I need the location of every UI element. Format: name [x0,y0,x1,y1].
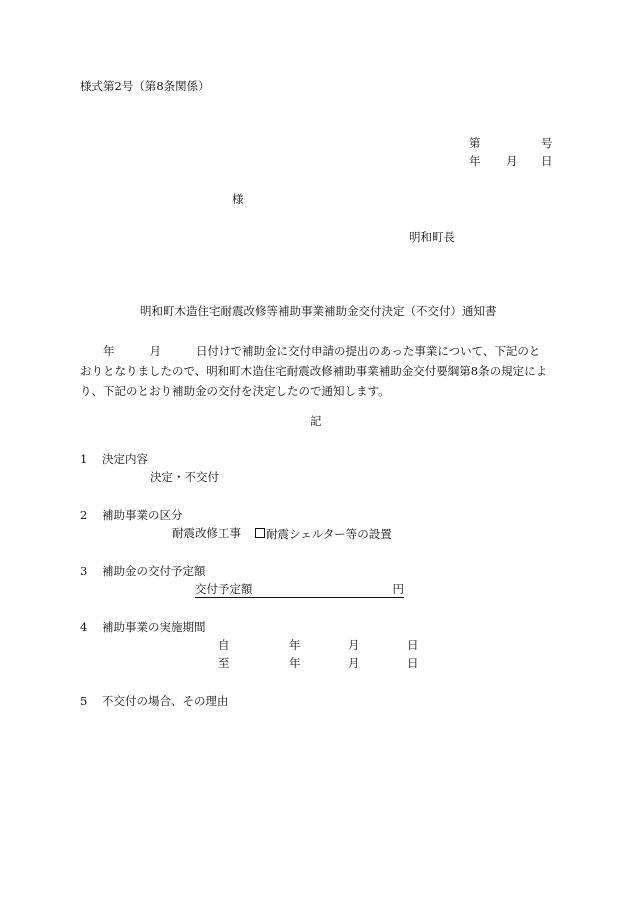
item1-label: 決定内容 [102,452,148,466]
item1-number: 1 [80,452,88,466]
checkbox-icon [255,528,265,538]
item3-amount-line [195,584,404,598]
document-number-go: 号 [541,136,553,150]
item4-from-day: 日 [407,638,419,652]
addressee-sama: 様 [232,192,244,206]
item2-option-2-label: 耐震シェルター等の設置 [266,527,392,541]
item4-to: 至 [218,656,230,670]
item3-label: 補助金の交付予定額 [102,564,206,578]
issuer-name: 明和町長 [409,230,455,244]
item2-option-1: 耐震改修工事 [172,526,241,540]
item2-number: 2 [80,508,88,522]
item2-option-2 [255,528,392,541]
item5-label: 不交付の場合、その理由 [102,694,229,708]
item5-number: 5 [80,694,88,708]
item4-to-year: 年 [289,656,301,670]
item3-amount-label: 交付予定額 [195,582,253,596]
item4-to-month: 月 [348,656,360,670]
body-year: 年 [103,344,115,358]
body-line-2: おりとなりましたので、明和町木造住宅耐震改修補助事業補助金交付要綱第8条の規定によ [80,364,548,378]
item4-to-day: 日 [407,656,419,670]
issue-date-month: 月 [506,154,518,168]
item4-from-year: 年 [289,638,301,652]
item2-label: 補助事業の区分 [102,508,183,522]
item4-from-month: 月 [348,638,360,652]
document-number-dai: 第 [469,136,481,150]
form-number-label: 様式第2号（第8条関係） [80,79,210,93]
item1-value: 決定・不交付 [150,470,219,484]
body-paragraph [80,341,552,401]
issue-date-year: 年 [469,154,481,168]
body-line-1 [80,341,552,361]
ki-heading: 記 [310,414,322,428]
item3-unit: 円 [392,582,404,596]
item3-number: 3 [80,564,88,578]
issue-date-day: 日 [541,154,553,168]
item4-number: 4 [80,620,88,634]
body-month: 月 [149,344,161,358]
body-line-3: り、下記のとおり補助金の交付を決定したので通知します。 [80,384,390,398]
body-line-1-text: 日付けで補助金に交付申請の提出のあった事業について、下記のと [196,344,541,358]
item4-label: 補助事業の実施期間 [102,620,206,634]
item4-from: 自 [218,638,230,652]
item3-amount-underline [195,584,404,598]
document-title: 明和町木造住宅耐震改修等補助事業補助金交付決定（不交付）通知書 [140,304,497,318]
